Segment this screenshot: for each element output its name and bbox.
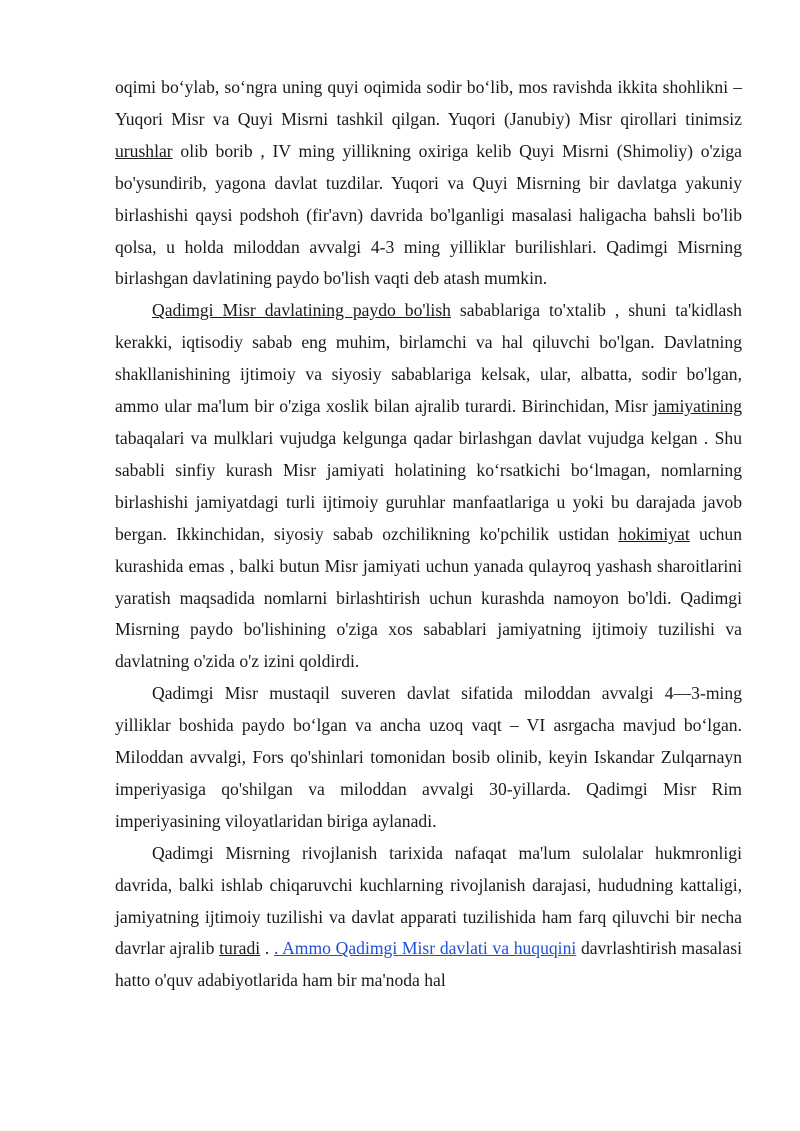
text-run: davrlashtirish masalasi hatto o'quv adabiyotlarida ham bir ma'noda hal <box>115 938 742 991</box>
paragraph-2 <box>115 295 742 678</box>
paragraph-3 <box>115 678 742 838</box>
text-run: . <box>260 938 274 959</box>
text-run: Qadimgi Misr mustaqil suveren davlat sifatida miloddan avvalgi 4—3-ming yilliklar boshida paydo bo‘lgan va ancha uzoq vaqt – VI asrgacha mavjud bo‘lgan. Miloddan avvalgi, Fors qo'shinlari tomonidan bosib olinib, keyin Iskandar Zulqarnayn imperiyasiga qo'shilgan va miloddan avvalgi 30-yillarda. Qadimgi Misr Rim imperiyasining viloyatlaridan biriga aylanadi. <box>115 683 742 831</box>
text-run: sabablariga to'xtalib , shuni ta'kidlash kerakki, iqtisodiy sabab eng muhim, birlamchi va hal qiluvchi bo'lgan. Davlatning shakllanishining ijtimoiy va siyosiy sabablariga kelsak, ular, albatta, sodir bo'lgan, ammo ular ma'lum bir o'ziga xoslik bilan ajralib turardi. Birinchidan, Misr <box>115 300 742 417</box>
text-run: Qadimgi Misrning rivojlanish tarixida nafaqat ma'lum sulolalar hukmronligi davrida, balki ishlab chiqaruvchi kuchlarning rivojlanish darajasi, hududning kattaligi, jamiyatning ijtimoiy tuzilishi va davlat apparati tuzilishida ham farq qiluvchi bir necha davrlar ajralib <box>115 842 742 959</box>
hyperlink-davlat-huquq[interactable]: . Ammo Qadimgi Misr davlati va huquqini <box>273 938 577 959</box>
underlined-term-turadi: turadi <box>219 938 261 959</box>
underlined-term-urushlar: urushlar <box>115 140 173 161</box>
text-run: oqimi bo‘ylab, so‘ngra uning quyi oqimida sodir bo‘lib, mos ravishda ikkita shohlikni – Yuqori Misr va Quyi Misrni tashkil qilgan. Yuqori (Janubiy) Misr qirollari tinimsiz <box>115 77 742 129</box>
document-page <box>115 72 742 997</box>
paragraph-1 <box>115 72 742 295</box>
underlined-term-hokimiyat: hokimiyat <box>618 523 690 544</box>
text-run: uchun kurashida emas , balki butun Misr jamiyati uchun yanada qulayroq yashash sharoitlarini yaratish maqsadida nomlarni birlashtirish uchun kurashda namoyon bo'ldi. Qadimgi Misrning paydo bo'lishining o'ziga xos sabablari jamiyatning ijtimoiy tuzilishi va davlatning o'zida o'z izini qoldirdi. <box>115 523 742 672</box>
text-run: tabaqalari va mulklari vujudga kelgunga qadar birlashgan davlat vujudga kelgan . Shu sababli sinfiy kurash Misr jamiyati holatining ko‘rsatkichi bo‘lmagan, nomlarning birlashishi jamiyatdagi turli ijtimoiy guruhlar manfaatlariga u yoki bu darajada javob bergan. Ikkinchidan, siyosiy sabab ozchilikning ko'pchilik ustidan <box>115 427 742 544</box>
text-run: olib borib , IV ming yillikning oxiriga kelib Quyi Misrni (Shimoliy) o'ziga bo'ysundirib, yagona davlat tuzdilar. Yuqori va Quyi Misrning bir davlatga yakuniy birlashishi qaysi podshoh (fir'avn) davrida bo'lganligi masalasi haligacha bahsli bo'lib qolsa, u holda miloddan avvalgi 4-3 ming yilliklar burilishlari. Qadimgi Misrning birlashgan davlatining paydo bo'lish vaqti deb atash mumkin. <box>115 140 742 289</box>
underlined-term-jamiyatining: jamiyatining <box>653 396 742 417</box>
paragraph-4 <box>115 838 742 998</box>
underlined-term-paydo-bolish: Qadimgi Misr davlatining paydo bo'lish <box>152 300 451 321</box>
